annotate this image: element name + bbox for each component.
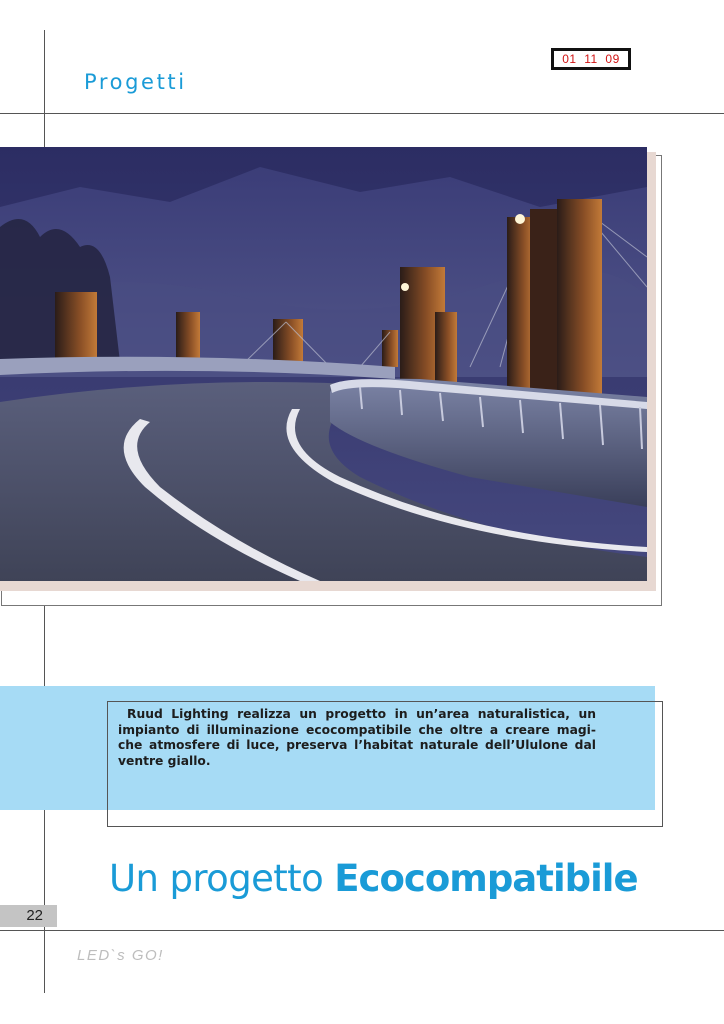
headline [109,857,638,900]
footer-rule [0,930,724,931]
section-title: Progetti [84,70,187,94]
date-code: 01 11 09 [562,52,620,66]
photo-illustration [0,147,647,581]
header-rule [0,113,724,114]
date-code-box [551,48,631,70]
bridge-road-photo [0,147,647,581]
footer-logo: LED`s GO! [77,947,164,964]
page-number: 22 [0,905,57,927]
headline-bold: Ecocompatibile [334,857,638,900]
headline-light: Un progetto [109,857,335,900]
intro-text: Ruud Lighting realizza un progetto in un’area naturalistica, un impianto di illuminazione ecocompatibile che oltre a creare magi-che atmosfere di luce, preserva l’habitat naturale dell’Ululone dal ventre giallo. [118,707,596,768]
